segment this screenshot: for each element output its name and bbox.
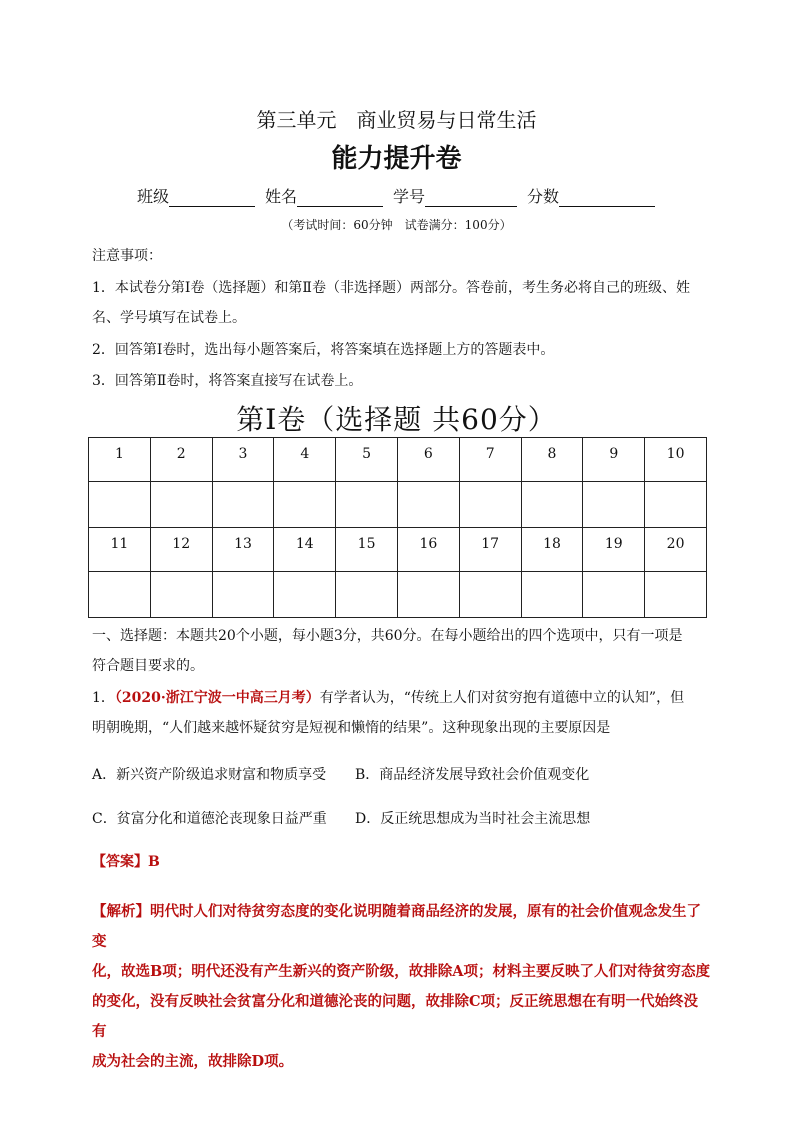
page-title: 能力提升卷 [331,144,462,174]
answer-number: 20 [645,528,707,572]
answer-number: 15 [336,528,398,572]
score-blank[interactable] [559,188,655,207]
answer-number: 11 [89,528,151,572]
answer-cell[interactable] [459,572,521,618]
question-1-stem-line1 [92,688,712,708]
answer-number: 1 [89,438,151,482]
answer-number: 4 [274,438,336,482]
answer-number: 8 [521,438,583,482]
answer-cell[interactable] [150,572,212,618]
answer-number: 12 [150,528,212,572]
name-label: 姓名 [265,187,298,206]
answer-number: 17 [459,528,521,572]
answer-number: 18 [521,528,583,572]
answer-cell[interactable] [89,482,151,528]
name-blank[interactable] [297,188,383,207]
answer-number: 7 [459,438,521,482]
answer-value: B [148,854,160,870]
section-instructions-line1: 一、选择题：本题共20个小题，每小题3分，共60分。在每小题给出的四个选项中，只有一项是 [92,628,683,644]
analysis-line-1 [92,897,712,957]
class-label: 班级 [137,187,170,206]
answer-number: 9 [583,438,645,482]
answer-number: 16 [397,528,459,572]
answer-cell[interactable] [336,572,398,618]
section-title: 第Ⅰ卷（选择题 共60分） [236,403,557,436]
analysis-line-3: 的变化，没有反映社会贫富分化和道德沦丧的问题，故排除C项；反正统思想在有明一代始终没有 [92,993,699,1040]
note-item-1a: 1．本试卷分第Ⅰ卷（选择题）和第Ⅱ卷（非选择题）两部分。答卷前，考生务必将自己的班级、姓 [92,280,690,296]
class-blank[interactable] [169,188,255,207]
question-number: 1． [92,690,115,706]
answer-number: 14 [274,528,336,572]
answer-cell[interactable] [274,482,336,528]
answer-number: 6 [397,438,459,482]
answer-cell[interactable] [89,572,151,618]
class-field[interactable] [137,184,255,207]
answer-cell[interactable] [336,482,398,528]
option-d[interactable]: D．反正统思想成为当时社会主流思想 [355,811,591,827]
answer-cell[interactable] [150,482,212,528]
student-info-row [137,184,665,207]
student-id-label: 学号 [393,187,426,206]
answer-cell[interactable] [521,482,583,528]
answer-cell[interactable] [212,482,274,528]
unit-title: 第三单元 商业贸易与日常生活 [256,108,537,132]
option-b[interactable]: B．商品经济发展导致社会价值观变化 [355,767,590,783]
answer-cell[interactable] [459,482,521,528]
answer-cell[interactable] [397,482,459,528]
question-stem-text: 有学者认为，“传统上人们对贫穷抱有道德中立的认知”，但 [319,690,685,706]
analysis-text: 明代时人们对待贫穷态度的变化说明随着商品经济的发展，原有的社会价值观念发生了变 [92,903,701,950]
analysis-line-2: 化，故选B项；明代还没有产生新兴的资产阶级，故排除A项；材料主要反映了人们对待贫穷态度 [92,963,711,980]
answer-cell[interactable] [274,572,336,618]
analysis-line-4: 成为社会的主流，故排除D项。 [92,1053,294,1070]
score-label: 分数 [527,187,560,206]
answer-number: 5 [336,438,398,482]
answer-table-blank-row [89,482,707,528]
section-instructions-line2: 符合题目要求的。 [92,658,204,674]
answer-table-number-row [89,528,707,572]
analysis-block [92,897,712,1077]
answer-table [88,437,707,618]
answer-number: 13 [212,528,274,572]
answer-cell[interactable] [583,572,645,618]
answer-line [92,852,712,872]
note-item-2: 2．回答第Ⅰ卷时，选出每小题答案后，将答案填在选择题上方的答题表中。 [92,342,555,358]
answer-cell[interactable] [212,572,274,618]
answer-number: 10 [645,438,707,482]
option-c[interactable]: C．贫富分化和道德沦丧现象日益严重 [92,811,327,827]
answer-label: 【答案】 [92,854,148,870]
student-id-blank[interactable] [425,188,517,207]
notes-heading: 注意事项： [92,248,162,264]
answer-number: 19 [583,528,645,572]
question-1-stem-line2: 明朝晚期，“人们越来越怀疑贫穷是短视和懒惰的结果”。这种现象出现的主要原因是 [92,720,611,736]
answer-cell[interactable] [521,572,583,618]
question-source: （2020·浙江宁波一中高三月考） [114,690,320,706]
answer-table-number-row [89,438,707,482]
answer-cell[interactable] [645,482,707,528]
answer-table-blank-row [89,572,707,618]
score-field[interactable] [527,184,655,207]
analysis-label: 【解析】 [92,903,150,920]
answer-cell[interactable] [583,482,645,528]
name-field[interactable] [265,184,383,207]
answer-number: 3 [212,438,274,482]
answer-number: 2 [150,438,212,482]
student-id-field[interactable] [393,184,517,207]
exam-timing: （考试时间：60分钟 试卷满分：100分） [281,218,512,232]
answer-cell[interactable] [645,572,707,618]
answer-cell[interactable] [397,572,459,618]
option-a[interactable]: A．新兴资产阶级追求财富和物质享受 [92,767,327,783]
note-item-3: 3．回答第Ⅱ卷时，将答案直接写在试卷上。 [92,373,363,389]
note-item-1b: 名、学号填写在试卷上。 [92,310,246,326]
